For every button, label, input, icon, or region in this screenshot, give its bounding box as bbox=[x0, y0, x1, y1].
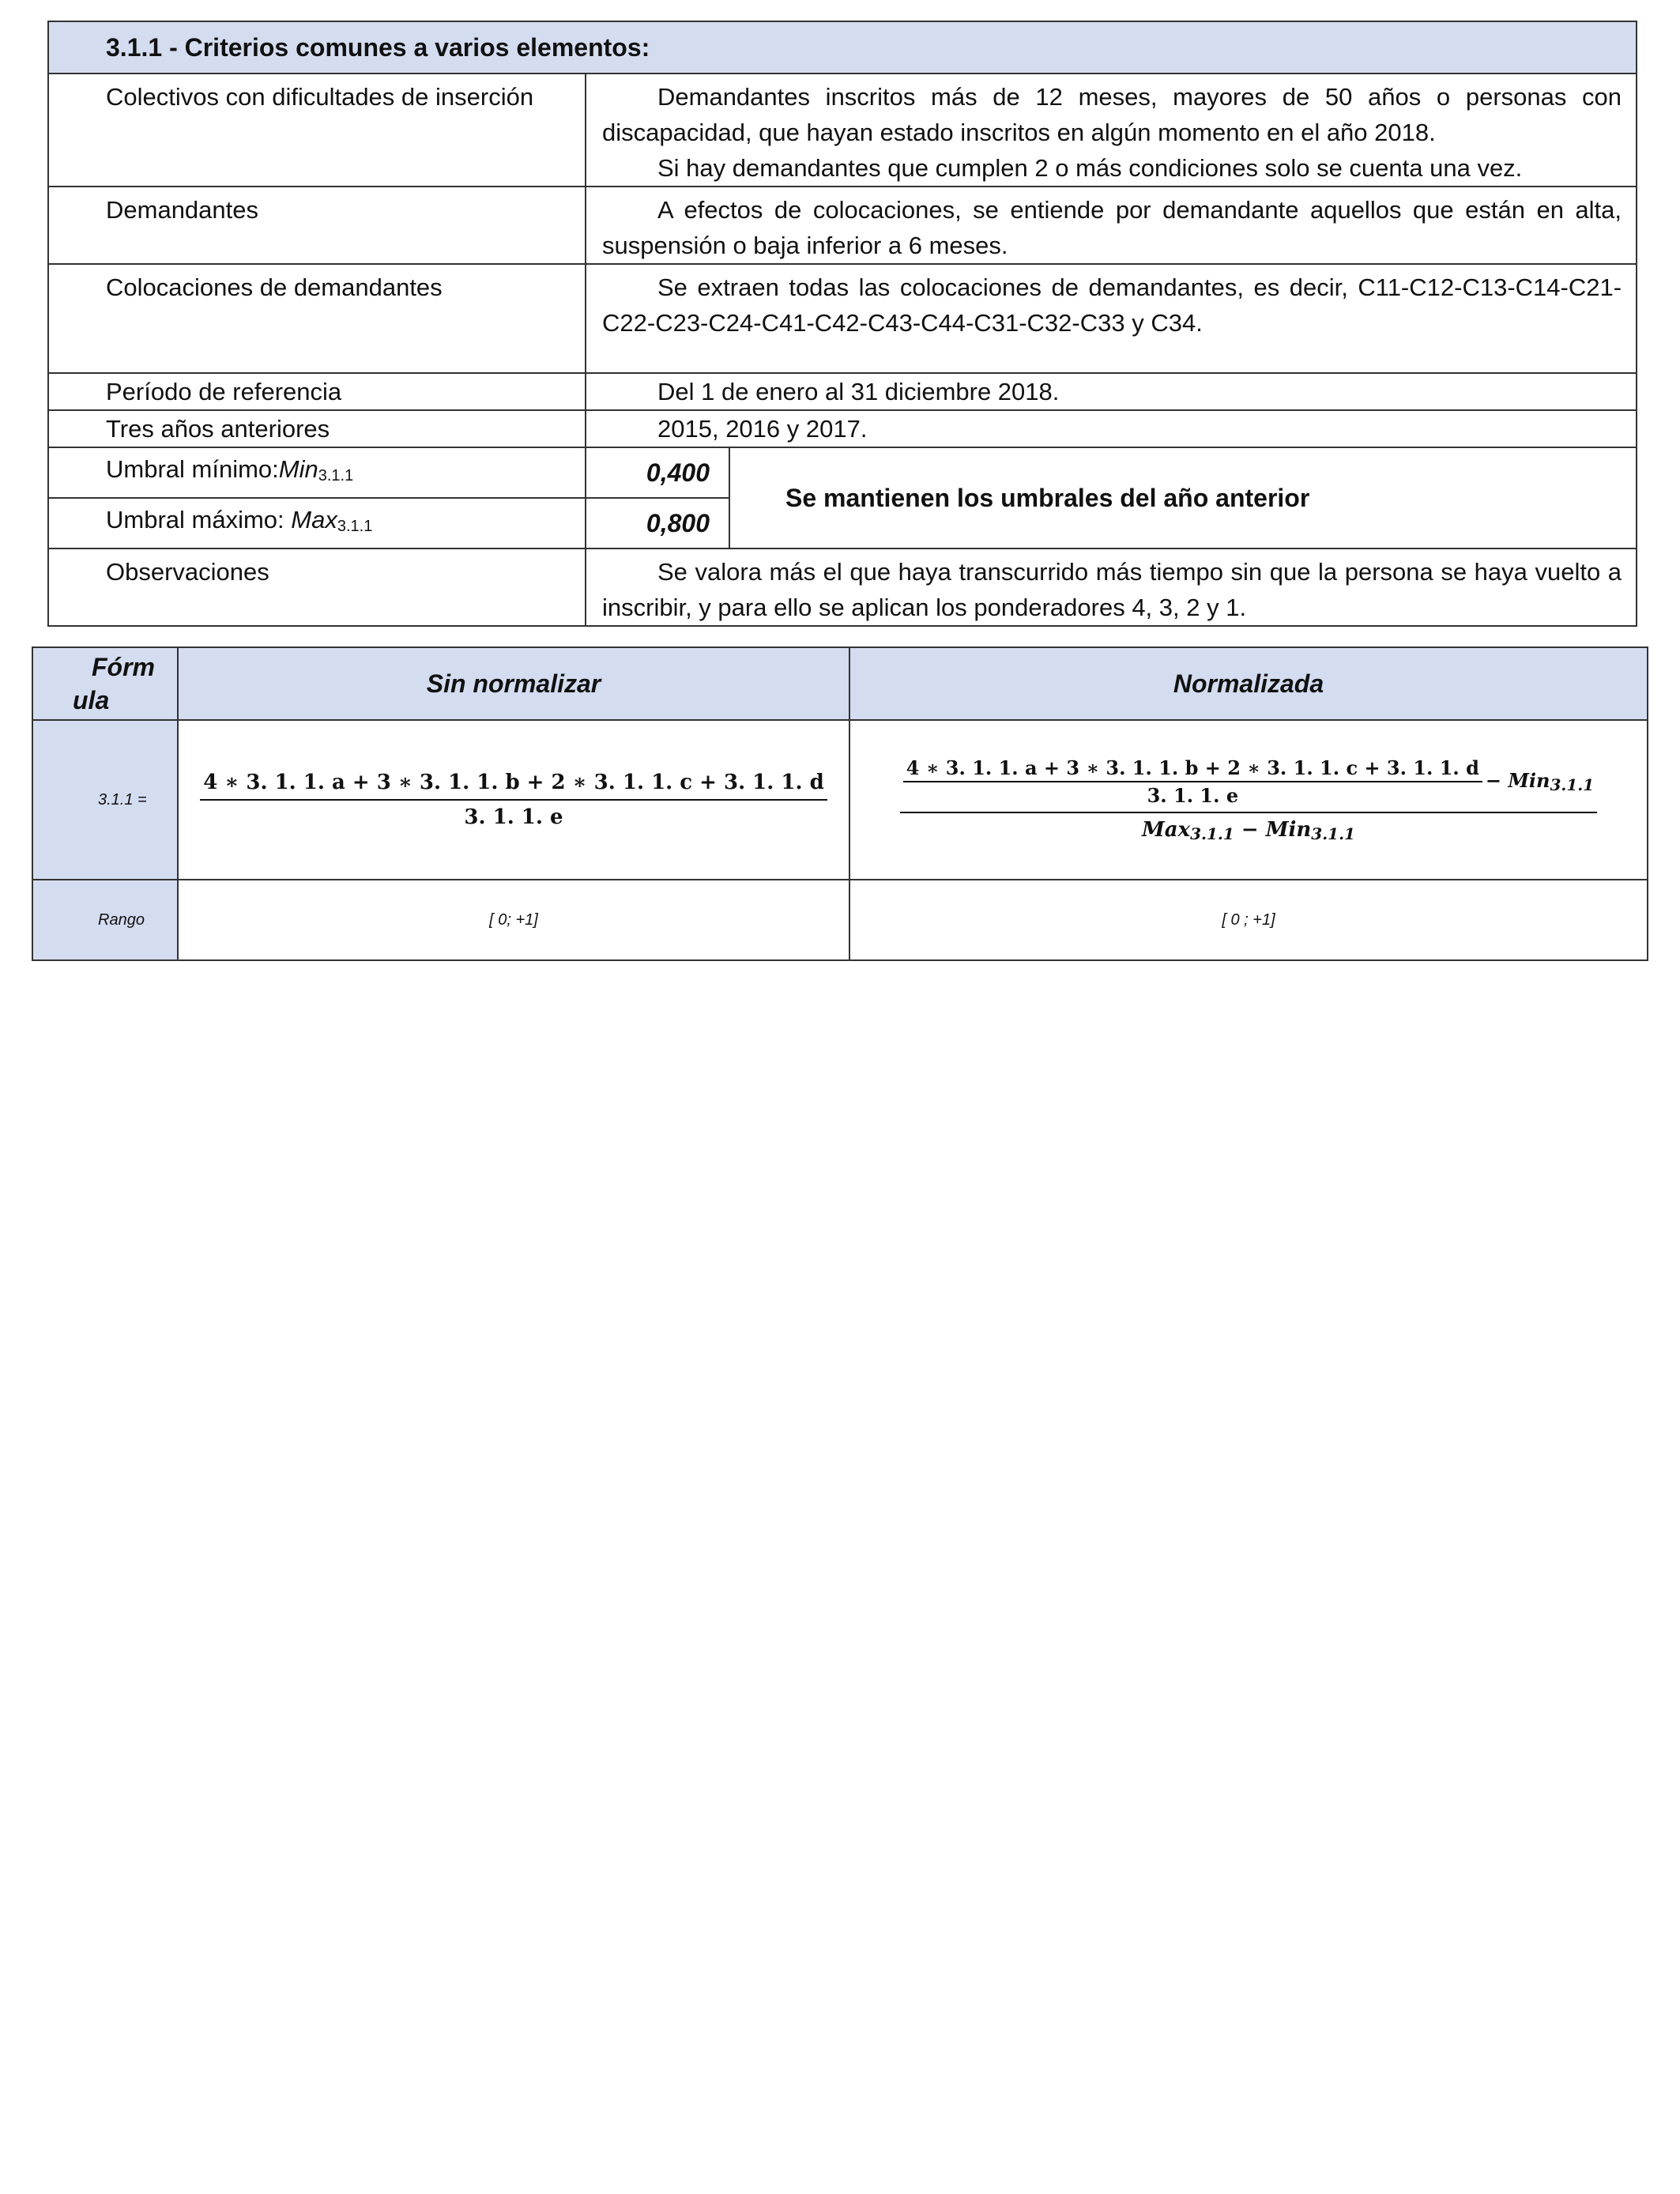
value-tres-anos bbox=[586, 410, 1637, 447]
col-header-normalized: Normalizada bbox=[849, 647, 1648, 720]
corner-line-1: Fórm bbox=[92, 653, 155, 681]
norm-den-min-sub: 3.1.1 bbox=[1311, 824, 1355, 843]
formula-corner bbox=[32, 647, 178, 720]
value-colocaciones-text: Se extraen todas las colocaciones de demandantes, es decir, C11-C12-C13-C14-C21-C22-C23-C24-C41-C42-C43-C44-C31-C32-C33 y C34. bbox=[602, 273, 1622, 337]
label-observaciones: Observaciones bbox=[48, 548, 586, 626]
umbral-note: Se mantienen los umbrales del año anterior bbox=[729, 447, 1637, 548]
norm-minus-min-sub: 3.1.1 bbox=[1550, 775, 1595, 794]
formula-table bbox=[32, 647, 1648, 961]
raw-fraction bbox=[200, 771, 827, 829]
norm-minus-min bbox=[1486, 769, 1594, 794]
norm-den-max-sub: 3.1.1 bbox=[1190, 824, 1234, 843]
raw-denominator: 3. 1. 1. e bbox=[464, 805, 563, 829]
value-demandantes bbox=[586, 187, 1637, 264]
value-umbral-max: 0,800 bbox=[586, 498, 729, 548]
label-colocaciones: Colocaciones de demandantes bbox=[48, 264, 586, 373]
umbral-max-text: Umbral máximo: bbox=[106, 506, 292, 533]
umbral-min-sub: 3.1.1 bbox=[318, 467, 354, 484]
value-observaciones-text: Se valora más el que haya transcurrido más tiempo sin que la persona se haya vuelto a inscribir, y para ello se aplican los ponderadores 4, 3, 2 y 1. bbox=[602, 558, 1622, 621]
raw-numerator: 4 ∗ 3. 1. 1. a + 3 ∗ 3. 1. 1. b + 2 ∗ 3. 1. 1. c + 3. 1. 1. d bbox=[200, 771, 827, 801]
corner-line-2: ula bbox=[73, 686, 110, 714]
formula-row-label: 3.1.1 = bbox=[32, 720, 178, 880]
value-colectivos bbox=[586, 74, 1637, 187]
value-periodo-text: Del 1 de enero al 31 diciembre 2018. bbox=[657, 378, 1060, 405]
value-demandantes-text: A efectos de colocaciones, se entiende por demandante aquellos que están en alta, suspensión o baja inferior a 6 meses. bbox=[602, 196, 1622, 259]
norm-inner-fraction bbox=[903, 756, 1482, 807]
label-colectivos: Colectivos con dificultades de inserción bbox=[48, 74, 586, 187]
norm-den-max: Max bbox=[1142, 818, 1191, 842]
value-observaciones bbox=[586, 548, 1637, 626]
norm-inner-denominator: 3. 1. 1. e bbox=[1147, 784, 1239, 807]
value-periodo bbox=[586, 373, 1637, 410]
col-header-raw: Sin normalizar bbox=[178, 647, 849, 720]
label-tres-anos: Tres años anteriores bbox=[48, 410, 586, 447]
label-umbral-max bbox=[48, 498, 586, 548]
value-tres-anos-text: 2015, 2016 y 2017. bbox=[657, 415, 868, 443]
norm-outer-fraction bbox=[900, 756, 1597, 843]
formula-normalized bbox=[849, 720, 1648, 880]
label-demandantes: Demandantes bbox=[48, 187, 586, 264]
norm-den-minus: − Min bbox=[1234, 818, 1312, 842]
norm-outer-denominator bbox=[1142, 813, 1355, 843]
value-umbral-min: 0,400 bbox=[586, 447, 729, 498]
formula-raw bbox=[178, 720, 849, 880]
norm-outer-numerator bbox=[900, 756, 1597, 813]
label-periodo: Período de referencia bbox=[48, 373, 586, 410]
value-colectivos-note: Si hay demandantes que cumplen 2 o más condiciones solo se cuenta una vez. bbox=[657, 154, 1523, 182]
range-raw: [ 0; +1] bbox=[178, 880, 849, 960]
umbral-min-text: Umbral mínimo: bbox=[106, 455, 279, 483]
criteria-table bbox=[47, 21, 1637, 627]
criteria-title: 3.1.1 - Criterios comunes a varios elementos: bbox=[48, 21, 1637, 74]
umbral-max-var: Max bbox=[291, 506, 337, 533]
range-row-label: Rango bbox=[32, 880, 178, 960]
umbral-min-var: Min bbox=[278, 455, 318, 483]
value-colocaciones bbox=[586, 264, 1637, 373]
range-normalized: [ 0 ; +1] bbox=[849, 880, 1648, 960]
norm-inner-numerator: 4 ∗ 3. 1. 1. a + 3 ∗ 3. 1. 1. b + 2 ∗ 3. 1. 1. c + 3. 1. 1. d bbox=[903, 756, 1482, 782]
norm-minus-min-text: − Min bbox=[1485, 769, 1550, 792]
value-colectivos-text: Demandantes inscritos más de 12 meses, mayores de 50 años o personas con discapacidad, que hayan estado inscritos en algún momento en el año 2018. bbox=[602, 83, 1622, 146]
label-umbral-min bbox=[48, 447, 586, 498]
umbral-max-sub: 3.1.1 bbox=[337, 518, 373, 535]
